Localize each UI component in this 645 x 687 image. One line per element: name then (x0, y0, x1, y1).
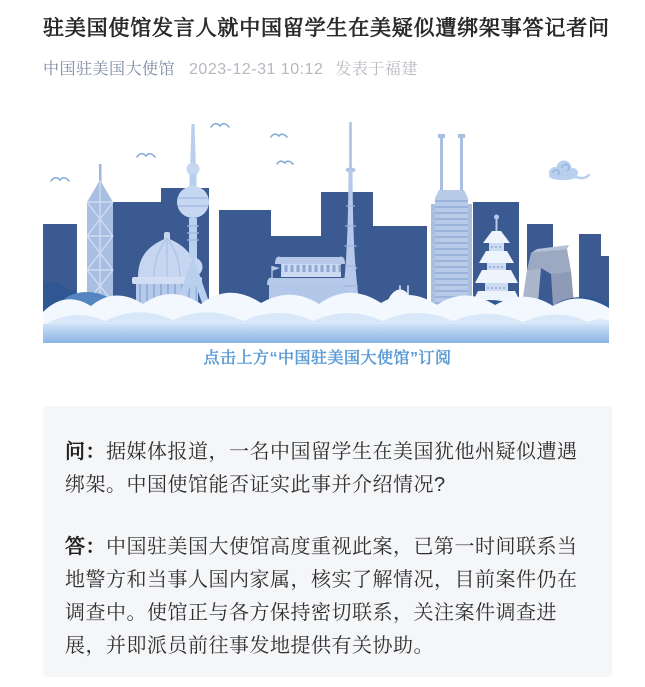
question-paragraph (65, 436, 584, 502)
banner-figure (43, 106, 612, 368)
banner-caption: 点击上方“中国驻美国大使馆”订阅 (203, 350, 452, 367)
clouds (43, 293, 609, 343)
answer-label: 答： (65, 536, 106, 558)
auspicious-cloud-icon (549, 161, 589, 181)
answer-text: 中国驻美国大使馆高度重视此案，已第一时间联系当地警方和当事人国内家属，核实了解情况，目前案件仍在调查中。使馆正与各方保持密切联系，关注案件调查进展，并即派员前往事发地提供有关协助。 (65, 536, 578, 657)
article-meta (43, 56, 612, 79)
publish-time: 2023-12-31 10:12 (189, 61, 324, 78)
question-text: 据媒体报道，一名中国留学生在美国犹他州疑似遭遇绑架。中国使馆能否证实此事并介绍情况? (65, 441, 578, 496)
question-label: 问： (65, 441, 106, 463)
birds-icon (51, 124, 293, 181)
article-title: 驻美国使馆发言人就中国留学生在美疑似遭绑架事答记者问 (43, 17, 610, 40)
qa-box (43, 406, 612, 677)
account-name-link[interactable]: 中国驻美国大使馆 (43, 61, 176, 78)
city-skyline-illustration (43, 106, 609, 343)
answer-paragraph (65, 531, 584, 663)
twin-antenna-skyscraper (431, 134, 472, 320)
publish-location: 发表于福建 (335, 61, 418, 78)
bank-of-china-tower (87, 164, 113, 302)
